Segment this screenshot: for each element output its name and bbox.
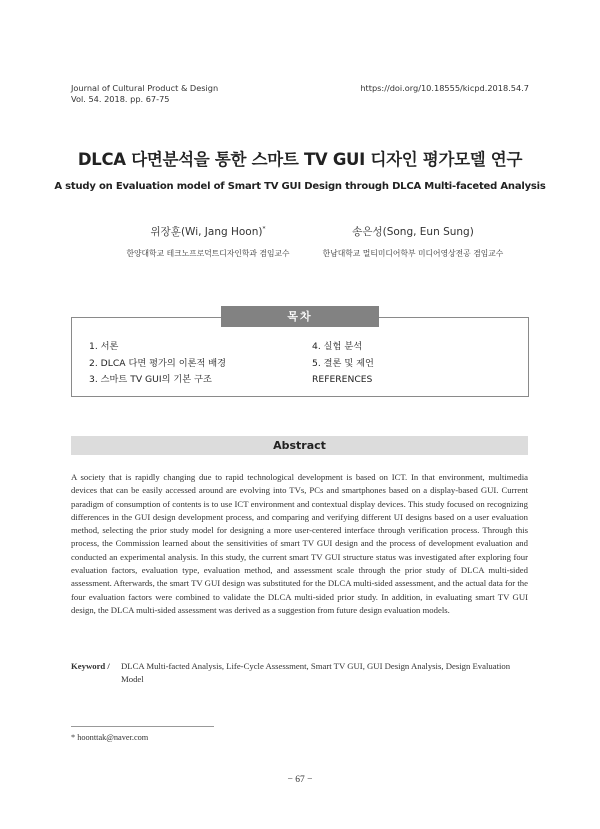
toc-item: 3. 스마트 TV GUI의 기본 구조 (89, 374, 212, 385)
toc-right-column (312, 339, 374, 389)
abstract-text: A society that is rapidly changing due to rapid technological development is based on ICT. In that environment, multimedia devices that can be easily accessed around are evolving into TVs, PCs and smartphones based on a display-based GUI. Current paradigm of consumption of contents is to use ICT environment and contextual display devices. This study focused on recognizing differences in the GUI design development process, and comparing and verifying different UI designs based on a user evaluation method, selecting the prior study model for designing a more user-centered interface through verification process. Through this process, the Commission learned about the sensitivities of smart TV GUI design and the process of development evaluation and conducted an experimental analysis. In this study, the current smart TV GUI structure status was investigated after exploring four evaluation factors, evaluation type, evaluation method, and assessment scale through the prior study of DLCA multi-sided assessment. Afterwards, the smart TV GUI design was substituted for the DLCA multi-sided assessment, and the actual data for the four evaluation factors were combined to validate the DLCA multi-sided prior study. In addition, in evaluating smart TV GUI design, the DLCA multi-sided assessment was derived as a suggestion from future design evaluation models. (71, 472, 528, 615)
footnote (71, 733, 148, 742)
english-title: A study on Evaluation model of Smart TV GUI Design through DLCA Multi-faceted Analysis (54, 181, 546, 192)
toc-item: 1. 서론 (89, 341, 119, 352)
toc-item: 4. 실험 분석 (312, 341, 363, 352)
journal-volume: Vol. 54. 2018. pp. 67-75 (71, 94, 170, 104)
toc-item: 2. DLCA 다면 평가의 이론적 배경 (89, 357, 227, 369)
abstract-heading: Abstract (71, 436, 528, 455)
author-2-affiliation: 한남대학교 멀티미디어학부 미디어영상전공 겸임교수 (322, 249, 504, 258)
toc-item: 5. 결론 및 제언 (312, 357, 374, 369)
toc-item: REFERENCES (312, 374, 373, 385)
author-1 (118, 224, 298, 259)
author-2-name: 송은성(Song, Eun Sung) (352, 226, 474, 238)
toc-heading: 목차 (221, 306, 379, 327)
keyword-label: Keyword / (71, 661, 110, 671)
author-1-name: 위장훈(Wi, Jang Hoon) (150, 226, 263, 238)
footnote-email[interactable]: hoonttak@naver.com (77, 733, 149, 742)
author-1-mark: * (262, 225, 266, 233)
keyword-text: DLCA Multi-facted Analysis, Life-Cycle Assessment, Smart TV GUI, GUI Design Analysis, Design Evaluation Model (121, 661, 511, 685)
author-1-affiliation: 한양대학교 테크노프로덕트디자인학과 겸임교수 (126, 249, 290, 258)
journal-info (71, 83, 218, 105)
korean-title: DLCA 다면분석을 통한 스마트 TV GUI 디자인 평가모델 연구 (77, 150, 523, 169)
page-number: − 67 − (287, 775, 313, 785)
footnote-mark: * (71, 733, 76, 742)
toc-left-column (89, 339, 226, 389)
journal-name: Journal of Cultural Product & Design (71, 83, 219, 93)
keyword-block (71, 660, 528, 685)
doi-link[interactable]: https://doi.org/10.18555/kicpd.2018.54.7 (360, 83, 529, 93)
footnote-divider (71, 726, 214, 727)
author-2 (300, 224, 526, 259)
